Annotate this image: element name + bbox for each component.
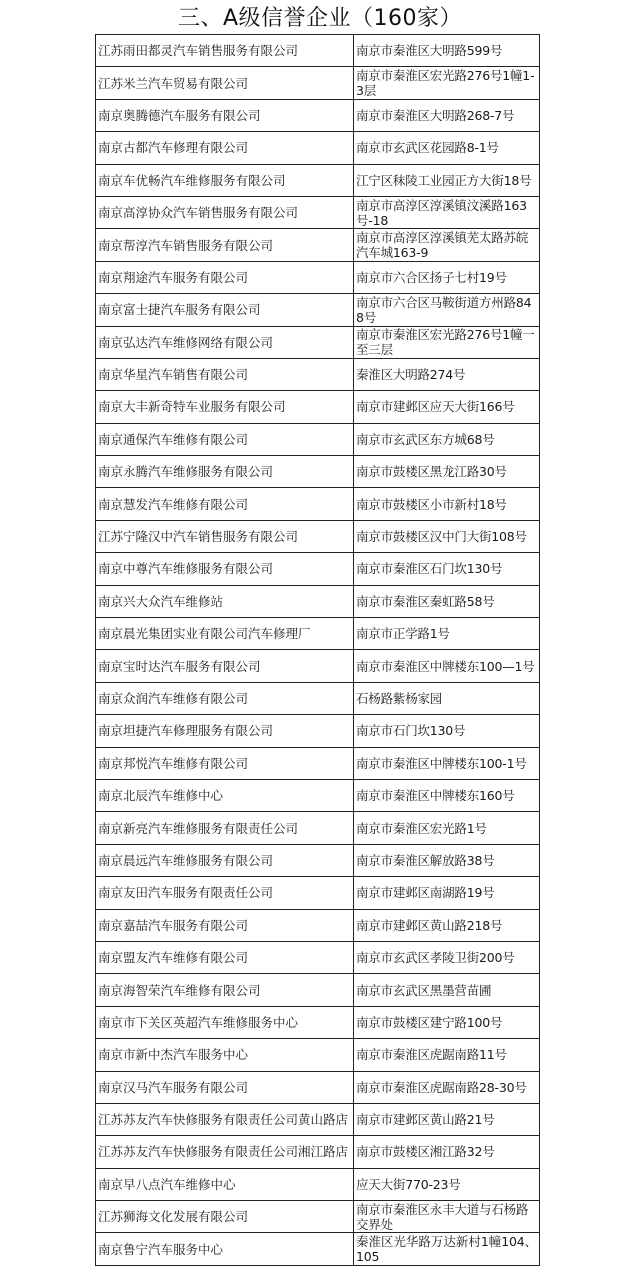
enterprise-table (95, 34, 540, 1266)
company-name-cell: 南京邦悦汽车维修有限公司 (96, 747, 354, 779)
table-row (96, 1103, 540, 1135)
address-cell: 南京市秦淮区宏光路276号1幢1-3层 (354, 67, 540, 99)
company-name-cell: 南京新亮汽车维修服务有限责任公司 (96, 812, 354, 844)
company-name-cell: 南京翔途汽车服务有限公司 (96, 261, 354, 293)
company-name-cell: 南京慧发汽车维修有限公司 (96, 488, 354, 520)
address-cell: 南京市建邺区黄山路21号 (354, 1103, 540, 1135)
address-cell: 南京市鼓楼区湘江路32号 (354, 1136, 540, 1168)
table-row (96, 132, 540, 164)
table-row (96, 877, 540, 909)
table-row (96, 261, 540, 293)
company-name-cell: 江苏狮海文化发展有限公司 (96, 1201, 354, 1233)
address-cell: 南京市秦淮区虎踞南路11号 (354, 1039, 540, 1071)
address-cell: 南京市秦淮区宏光路1号 (354, 812, 540, 844)
table-row (96, 1039, 540, 1071)
company-name-cell: 南京永腾汽车维修服务有限公司 (96, 456, 354, 488)
table-row (96, 456, 540, 488)
address-cell: 秦淮区光华路万达新村1幢104、105 (354, 1233, 540, 1265)
table-row (96, 618, 540, 650)
company-name-cell: 南京汉马汽车服务有限公司 (96, 1071, 354, 1103)
table-row (96, 1233, 540, 1265)
address-cell: 南京市六合区马鞍街道方州路848号 (354, 294, 540, 326)
company-name-cell: 江苏雨田都灵汽车销售服务有限公司 (96, 35, 354, 67)
company-name-cell: 南京众润汽车维修有限公司 (96, 682, 354, 714)
table-row (96, 941, 540, 973)
company-name-cell: 南京晨光集团实业有限公司汽车修理厂 (96, 618, 354, 650)
table-row (96, 1006, 540, 1038)
table-row (96, 1201, 540, 1233)
company-name-cell: 南京帮淳汽车销售服务有限公司 (96, 229, 354, 261)
address-cell: 南京市玄武区黑墨营苗圃 (354, 974, 540, 1006)
company-name-cell: 南京车优畅汽车维修服务有限公司 (96, 164, 354, 196)
table-row (96, 1071, 540, 1103)
company-name-cell: 南京中尊汽车维修服务有限公司 (96, 553, 354, 585)
table-row (96, 974, 540, 1006)
table-row (96, 423, 540, 455)
table-row (96, 1136, 540, 1168)
table-row (96, 1168, 540, 1200)
table-row (96, 391, 540, 423)
company-name-cell: 南京北辰汽车维修中心 (96, 779, 354, 811)
table-row (96, 294, 540, 326)
address-cell: 南京市鼓楼区汉中门大街108号 (354, 520, 540, 552)
company-name-cell: 南京富士捷汽车服务有限公司 (96, 294, 354, 326)
company-name-cell: 江苏苏友汽车快修服务有限责任公司湘江路店 (96, 1136, 354, 1168)
address-cell: 南京市秦淮区中牌楼东160号 (354, 779, 540, 811)
address-cell: 南京市鼓楼区小市新村18号 (354, 488, 540, 520)
address-cell: 南京市鼓楼区黑龙江路30号 (354, 456, 540, 488)
address-cell: 南京市建邺区应天大街166号 (354, 391, 540, 423)
address-cell: 南京市高淳区淳溪镇汶溪路163号-18 (354, 196, 540, 228)
address-cell: 南京市六合区扬子七村19号 (354, 261, 540, 293)
address-cell: 南京市石门坎130号 (354, 715, 540, 747)
table-row (96, 553, 540, 585)
address-cell: 南京市鼓楼区建宁路100号 (354, 1006, 540, 1038)
company-name-cell: 江苏宁隆汉中汽车销售服务有限公司 (96, 520, 354, 552)
table-row (96, 844, 540, 876)
table-row (96, 67, 540, 99)
table-row (96, 715, 540, 747)
table-row (96, 164, 540, 196)
company-name-cell: 南京海智荣汽车维修有限公司 (96, 974, 354, 1006)
address-cell: 江宁区秣陵工业园正方大街18号 (354, 164, 540, 196)
address-cell: 南京市秦淮区大明路599号 (354, 35, 540, 67)
company-name-cell: 南京市下关区英超汽车维修服务中心 (96, 1006, 354, 1038)
address-cell: 南京市秦淮区永丰大道与石杨路交界处 (354, 1201, 540, 1233)
company-name-cell: 南京盟友汽车维修有限公司 (96, 941, 354, 973)
table-row (96, 585, 540, 617)
company-name-cell: 南京通保汽车维修有限公司 (96, 423, 354, 455)
table-row (96, 99, 540, 131)
company-name-cell: 南京友田汽车服务有限责任公司 (96, 877, 354, 909)
address-cell: 南京市秦淮区石门坎130号 (354, 553, 540, 585)
company-name-cell: 南京晨远汽车维修服务有限公司 (96, 844, 354, 876)
company-name-cell: 江苏米兰汽车贸易有限公司 (96, 67, 354, 99)
table-row (96, 488, 540, 520)
company-name-cell: 南京市新中杰汽车服务中心 (96, 1039, 354, 1071)
company-name-cell: 南京高淳协众汽车销售服务有限公司 (96, 196, 354, 228)
address-cell: 南京市秦淮区宏光路276号1幢一至三层 (354, 326, 540, 358)
table-row (96, 682, 540, 714)
address-cell: 南京市玄武区东方城68号 (354, 423, 540, 455)
address-cell: 石杨路紫杨家园 (354, 682, 540, 714)
table-row (96, 909, 540, 941)
page-title: 三、A级信誉企业（160家） (177, 6, 463, 31)
table-row (96, 520, 540, 552)
company-name-cell: 南京大丰新奇特车业服务有限公司 (96, 391, 354, 423)
table-row (96, 35, 540, 67)
address-cell: 应天大街770-23号 (354, 1168, 540, 1200)
table-row (96, 229, 540, 261)
company-name-cell: 南京兴大众汽车维修站 (96, 585, 354, 617)
company-name-cell: 江苏苏友汽车快修服务有限责任公司黄山路店 (96, 1103, 354, 1135)
table-row (96, 747, 540, 779)
address-cell: 秦淮区大明路274号 (354, 358, 540, 390)
address-cell: 南京市玄武区花园路8-1号 (354, 132, 540, 164)
company-name-cell: 南京早八点汽车维修中心 (96, 1168, 354, 1200)
address-cell: 南京市建邺区黄山路218号 (354, 909, 540, 941)
table-row (96, 650, 540, 682)
address-cell: 南京市秦淮区解放路38号 (354, 844, 540, 876)
address-cell: 南京市秦淮区中牌楼东100—1号 (354, 650, 540, 682)
table-row (96, 779, 540, 811)
company-name-cell: 南京坦捷汽车修理服务有限公司 (96, 715, 354, 747)
company-name-cell: 南京古都汽车修理有限公司 (96, 132, 354, 164)
address-cell: 南京市玄武区孝陵卫街200号 (354, 941, 540, 973)
address-cell: 南京市秦淮区大明路268-7号 (354, 99, 540, 131)
address-cell: 南京市高淳区淳溪镇芜太路苏皖汽车城163-9 (354, 229, 540, 261)
address-cell: 南京市秦淮区中牌楼东100-1号 (354, 747, 540, 779)
table-row (96, 358, 540, 390)
company-name-cell: 南京嘉喆汽车服务有限公司 (96, 909, 354, 941)
company-name-cell: 南京华星汽车销售有限公司 (96, 358, 354, 390)
company-name-cell: 南京宝时达汽车服务有限公司 (96, 650, 354, 682)
table-row (96, 326, 540, 358)
address-cell: 南京市秦淮区虎踞南路28-30号 (354, 1071, 540, 1103)
company-name-cell: 南京奥腾德汽车服务有限公司 (96, 99, 354, 131)
enterprise-table-body (96, 35, 540, 1266)
address-cell: 南京市秦淮区秦虹路58号 (354, 585, 540, 617)
address-cell: 南京市建邺区南湖路19号 (354, 877, 540, 909)
company-name-cell: 南京弘达汽车维修网络有限公司 (96, 326, 354, 358)
company-name-cell: 南京鲁宁汽车服务中心 (96, 1233, 354, 1265)
table-row (96, 812, 540, 844)
table-row (96, 196, 540, 228)
address-cell: 南京市正学路1号 (354, 618, 540, 650)
